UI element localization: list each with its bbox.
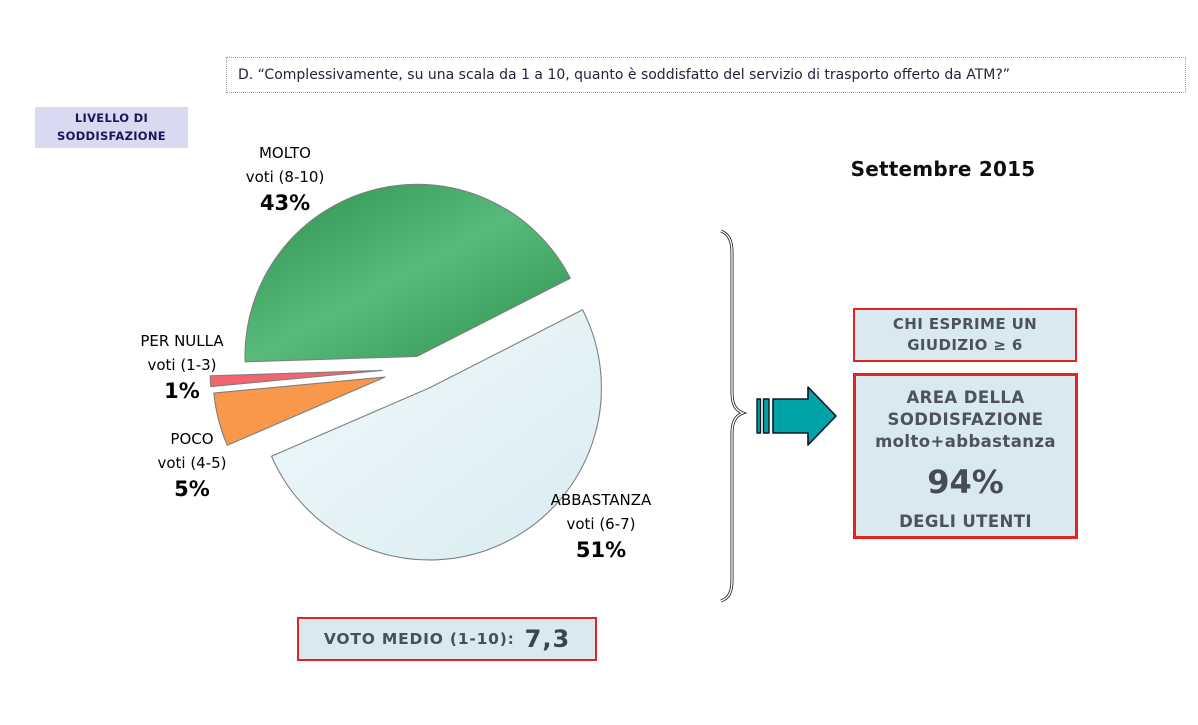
curly-brace (721, 231, 743, 601)
area-callout-value: 94% (927, 463, 1004, 502)
satisfaction-level-tag: LIVELLO DI SODDISFAZIONE (35, 107, 188, 148)
slice-label-poco (132, 427, 252, 501)
date-label: Settembre 2015 (850, 157, 1036, 181)
slice-votes-range: voti (8-10) (245, 168, 325, 186)
arrow-body (773, 387, 836, 445)
slice-name: ABBASTANZA (550, 491, 652, 509)
slice-name: POCO (170, 430, 214, 448)
average-score-box (297, 617, 597, 661)
average-score-value: 7,3 (524, 625, 571, 653)
slice-label-per-nulla (122, 329, 242, 403)
slice-percentage: 51% (575, 538, 627, 562)
judgment-callout-line1: CHI ESPRIME UN (892, 315, 1038, 333)
slice-votes-range: voti (6-7) (566, 515, 636, 533)
satisfaction-area-callout (853, 373, 1078, 539)
judgment-callout-line2: GIUDIZIO ≥ 6 (907, 336, 1023, 354)
slice-votes-range: voti (1-3) (147, 356, 217, 374)
arrow-stripe-2 (764, 399, 770, 433)
area-callout-line2: SODDISFAZIONE (887, 409, 1044, 429)
slice-label-abbastanza (537, 488, 665, 562)
slice-percentage: 1% (164, 379, 200, 403)
area-callout-line4: DEGLI UTENTI (899, 511, 1032, 531)
question-box (226, 57, 1186, 93)
slice-votes-range: voti (4-5) (157, 454, 227, 472)
average-score-label: VOTO MEDIO (1-10): (323, 630, 515, 648)
slice-label-molto (225, 141, 345, 215)
judgment-callout (853, 308, 1077, 362)
striped-arrow-icon (757, 387, 836, 445)
question-text: D. “Complessivamente, su una scala da 1 a 10, quanto è soddisfatto del servizio di trasporto offerto da ATM?” (238, 67, 1011, 83)
arrow-stripe-1 (757, 399, 761, 433)
slice-percentage: 43% (259, 191, 311, 215)
slice-name: MOLTO (258, 144, 311, 162)
area-callout-line1: AREA DELLA (906, 388, 1025, 407)
area-callout-line3: molto+abbastanza (875, 431, 1056, 451)
slice-name: PER NULLA (140, 332, 224, 350)
slice-percentage: 5% (174, 477, 210, 501)
